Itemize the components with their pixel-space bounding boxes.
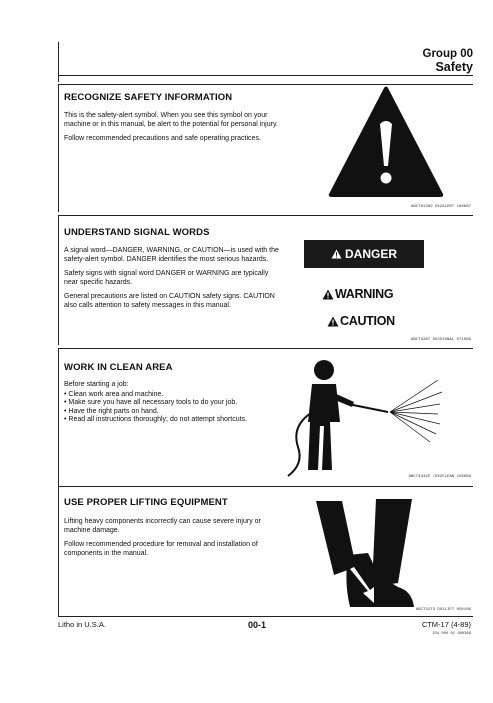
list-item: • Make sure you have all necessary tools to do your job.	[64, 399, 238, 407]
section-left-rule	[58, 215, 59, 345]
section-label: Safety	[435, 60, 473, 74]
alert-triangle-icon	[327, 316, 339, 327]
section-rule	[58, 348, 473, 349]
header-rule	[58, 75, 473, 76]
paragraph: General precautions are listed on CAUTION safety signs. CAUTION also calls attention to safety messages in this manual.	[64, 293, 275, 309]
header-left-rule	[58, 42, 59, 82]
section-body-clean	[64, 381, 279, 425]
section-rule	[58, 215, 473, 216]
paragraph: This is the safety-alert symbol. When you see this symbol on your machine or in this manual, be alert to the potential for personal injury.	[64, 112, 278, 128]
warning-sign	[322, 287, 393, 301]
group-label: Group 00	[422, 48, 473, 60]
paragraph: Lifting heavy components incorrectly can cause severe injury or machine damage.	[64, 518, 261, 534]
paragraph: Safety signs with signal word DANGER or WARNING are typically near specific hazards.	[64, 270, 269, 286]
alert-triangle-icon	[322, 289, 334, 300]
bullet-list	[64, 391, 279, 425]
footer-right: CTM-17 (4-89)	[421, 620, 471, 629]
paragraph: Follow recommended precautions and safe operating practices.	[64, 135, 261, 143]
section-title-lifting: USE PROPER LIFTING EQUIPMENT	[64, 497, 228, 508]
warning-label: WARNING	[335, 287, 394, 301]
caution-sign	[327, 314, 395, 328]
section-body-lifting	[64, 518, 279, 564]
crushed-foot-figure	[312, 495, 442, 610]
caution-label: CAUTION	[340, 314, 395, 328]
section-title-recognize: RECOGNIZE SAFETY INFORMATION	[64, 92, 233, 103]
section-title-clean: WORK IN CLEAN AREA	[64, 362, 173, 373]
alert-triangle-icon	[331, 249, 342, 259]
danger-sign	[304, 240, 424, 268]
safety-alert-icon	[326, 84, 446, 202]
section-left-rule	[58, 486, 59, 616]
section-left-rule	[58, 348, 59, 486]
lead-text: Before starting a job:	[64, 381, 129, 388]
list-item: • Clean work area and machine.	[64, 390, 164, 398]
footer-left: Litho in U.S.A.	[58, 620, 106, 629]
figure-ref: ABCT4442E /DX2CLEAN 150689	[408, 475, 471, 479]
paragraph: A signal word—DANGER, WARNING, or CAUTION—is used with the safety-alert symbol. DANGER identifies the most serious hazards.	[64, 247, 279, 263]
footer-code: JD4 000 01 080389	[432, 632, 471, 636]
list-item: • Read all instructions thoroughly; do not attempt shortcuts.	[64, 416, 247, 424]
list-item: • Have the right parts on hand.	[64, 407, 159, 415]
pressure-washer-figure	[280, 352, 450, 477]
figure-ref: ABCT3287 DX2SIGNAL 071089	[410, 338, 471, 342]
figure-ref: ABCT81389 DX2ALERT 160687	[410, 205, 471, 209]
section-rule	[58, 486, 473, 487]
section-left-rule	[58, 84, 59, 212]
figure-ref: ABCT3273 DX2LIFT 050189	[415, 608, 471, 612]
danger-label: DANGER	[344, 247, 397, 261]
page-number: 00-1	[248, 620, 267, 630]
section-body-signal	[64, 247, 279, 317]
paragraph: Follow recommended procedure for removal and installation of components in the manual.	[64, 541, 258, 557]
footer-rule	[58, 616, 473, 617]
section-body-recognize	[64, 112, 279, 150]
section-title-signal: UNDERSTAND SIGNAL WORDS	[64, 227, 210, 238]
